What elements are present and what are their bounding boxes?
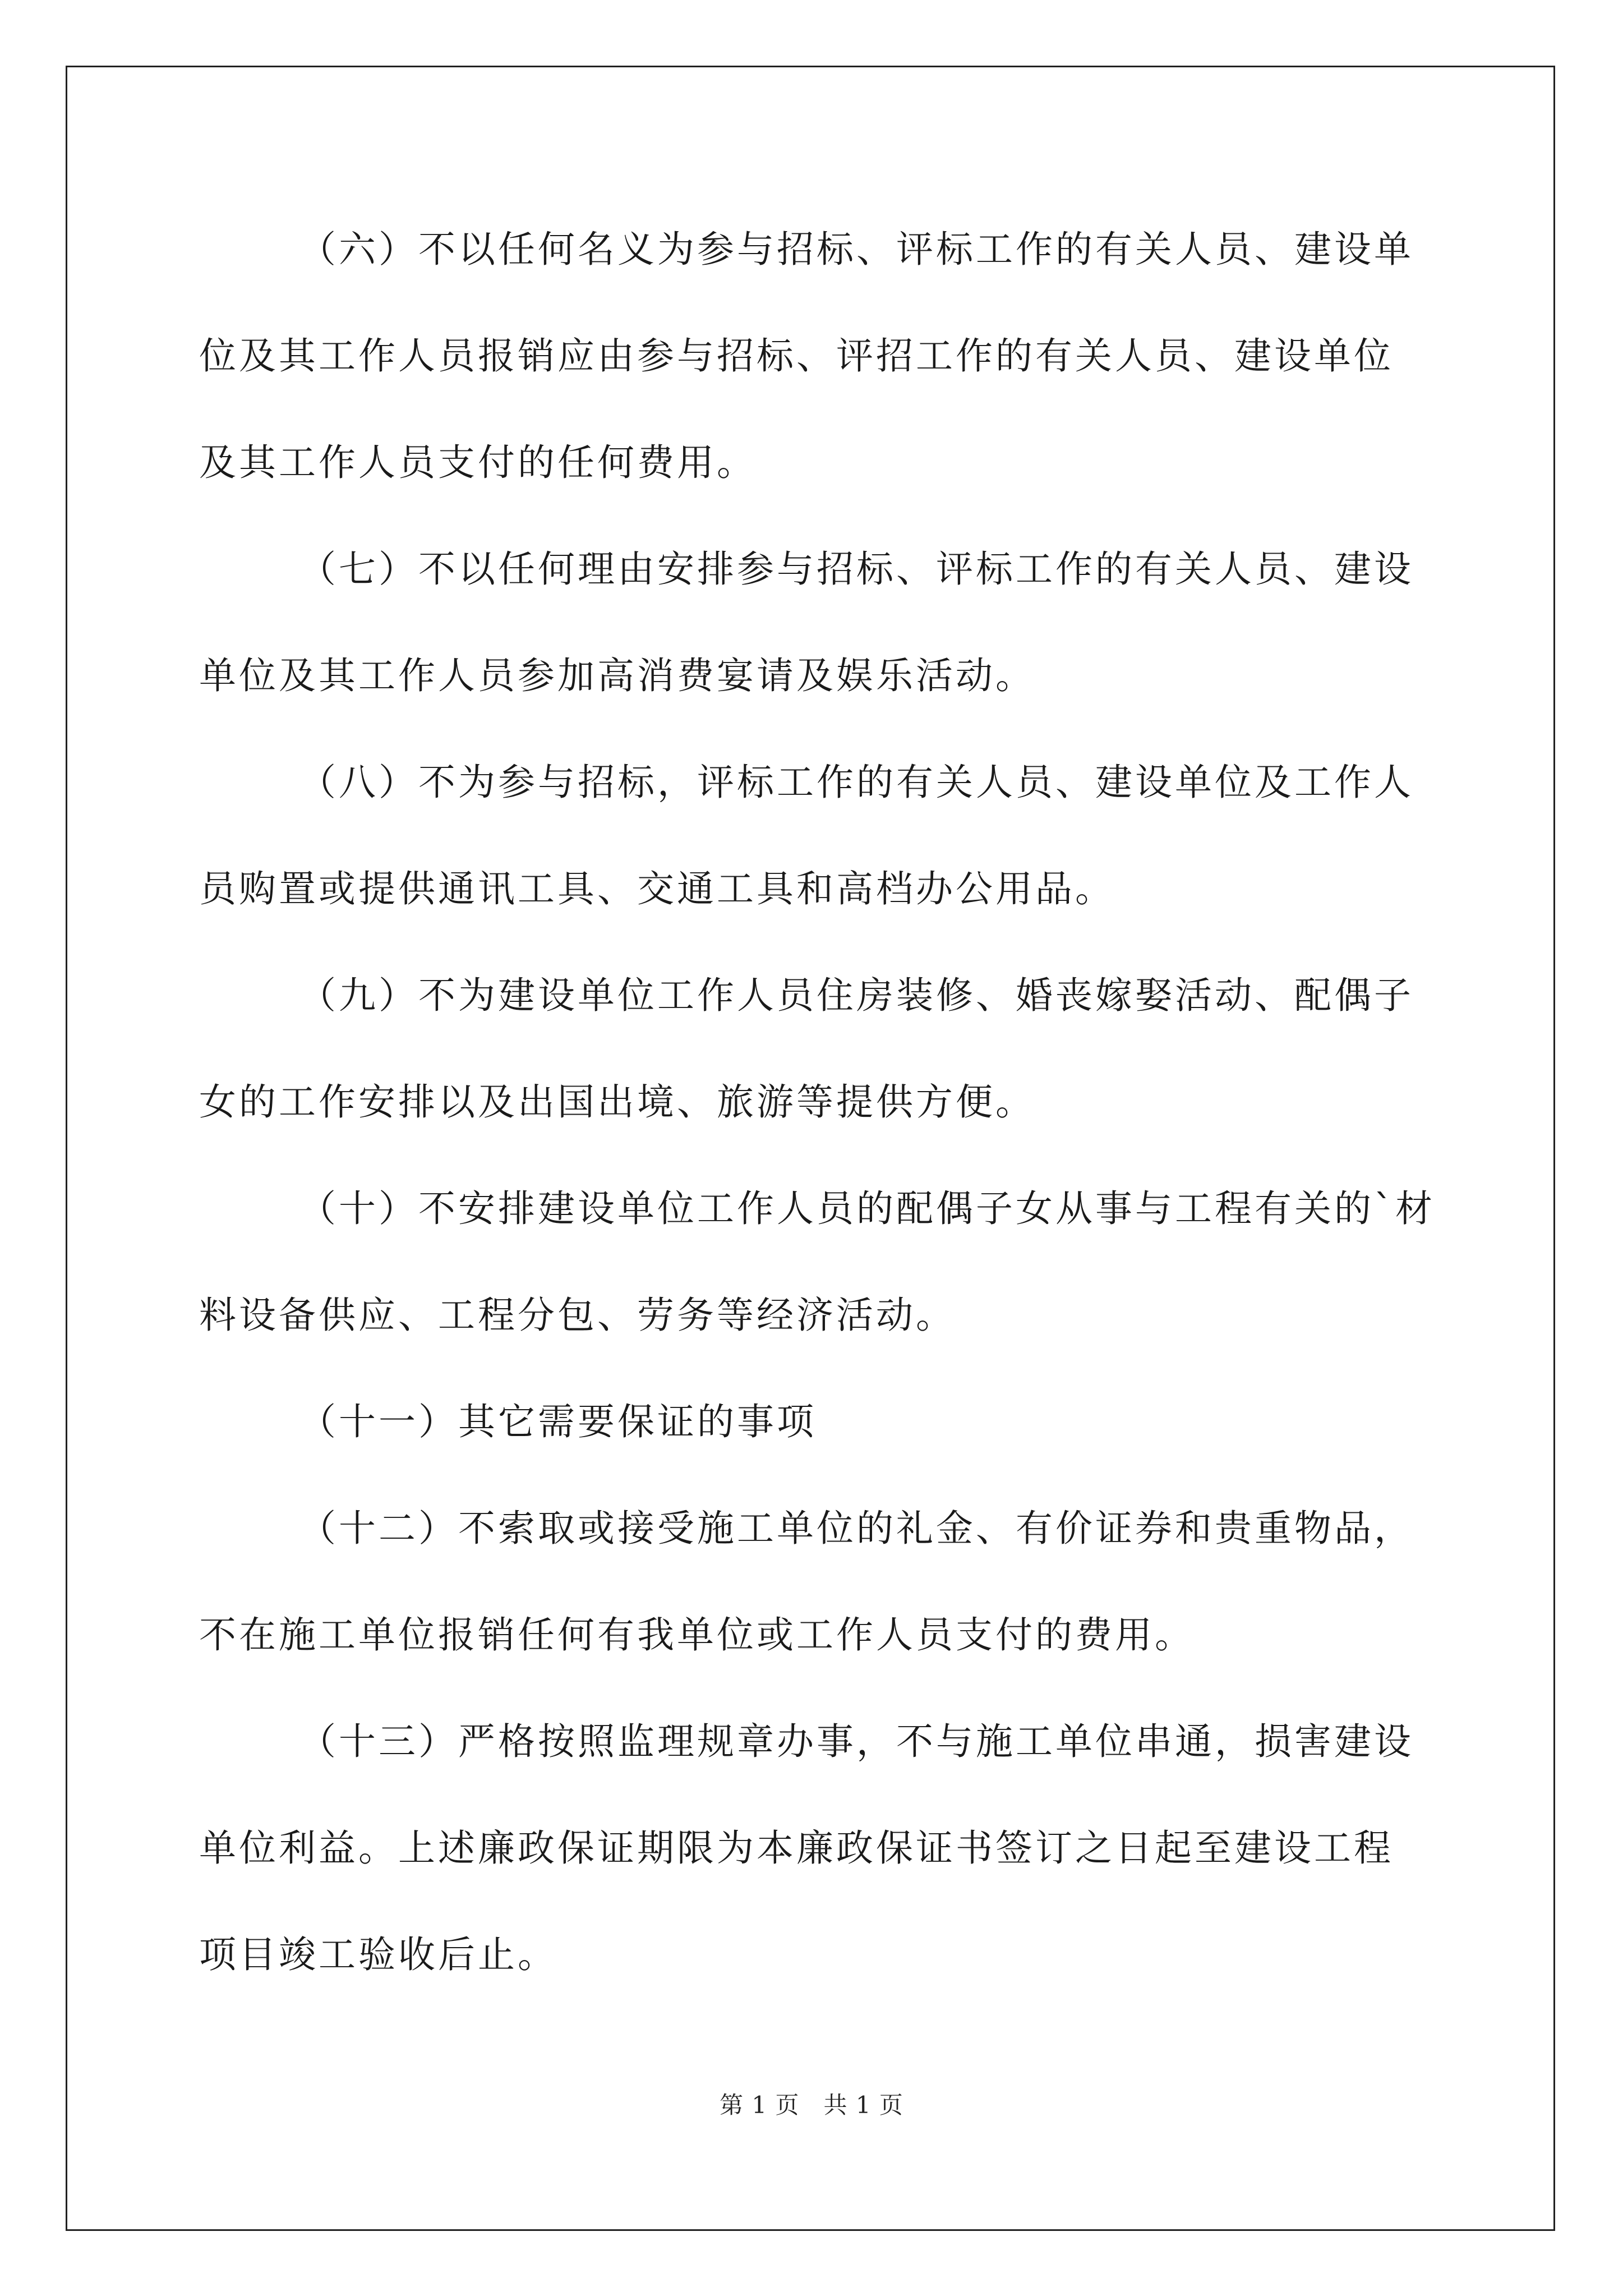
text-line: 及其工作人员支付的任何费用。 xyxy=(199,441,757,484)
paragraph-8 xyxy=(199,729,1433,942)
text-line: （九）不为建设单位工作人员住房装修、婚丧嫁娶活动、配偶子 xyxy=(299,974,1414,1017)
text-line: 位及其工作人员报销应由参与招标、评招工作的有关人员、建设单位 xyxy=(199,334,1394,378)
text-line: 单位及其工作人员参加高消费宴请及娱乐活动。 xyxy=(199,654,1035,697)
text-line: （十）不安排建设单位工作人员的配偶子女从事与工程有关的`材 xyxy=(299,1187,1435,1230)
text-line: （十三）严格按照监理规章办事，不与施工单位串通，损害建设 xyxy=(299,1720,1414,1763)
text-line: 不在施工单位报销任何有我单位或工作人员支付的费用。 xyxy=(199,1613,1195,1657)
text-line: （八）不为参与招标，评标工作的有关人员、建设单位及工作人 xyxy=(299,761,1414,804)
text-line: （十一）其它需要保证的事项 xyxy=(299,1400,817,1443)
text-line: 项目竣工验收后止。 xyxy=(199,1933,557,1976)
paragraph-6 xyxy=(199,196,1433,516)
text-line: 单位利益。上述廉政保证期限为本廉政保证书签订之日起至建设工程 xyxy=(199,1826,1394,1870)
paragraph-12 xyxy=(199,1475,1433,1688)
text-line: 员购置或提供通讯工具、交通工具和高档办公用品。 xyxy=(199,867,1115,910)
paragraph-10 xyxy=(199,1156,1433,1369)
text-line: （六）不以任何名义为参与招标、评标工作的有关人员、建设单 xyxy=(299,228,1414,271)
text-line: 女的工作安排以及出国出境、旅游等提供方便。 xyxy=(199,1080,1035,1124)
paragraph-11 xyxy=(199,1369,1433,1475)
text-line: （十二）不索取或接受施工单位的礼金、有价证券和贵重物品， xyxy=(299,1507,1414,1550)
paragraph-9 xyxy=(199,942,1433,1156)
text-line: （七）不以任何理由安排参与招标、评标工作的有关人员、建设 xyxy=(299,547,1414,591)
page-number-footer: 第 1 页 共 1 页 xyxy=(720,2091,903,2119)
paragraph-13 xyxy=(199,1688,1433,2008)
text-line: 料设备供应、工程分包、劳务等经济活动。 xyxy=(199,1294,956,1337)
paragraph-7 xyxy=(199,516,1433,729)
